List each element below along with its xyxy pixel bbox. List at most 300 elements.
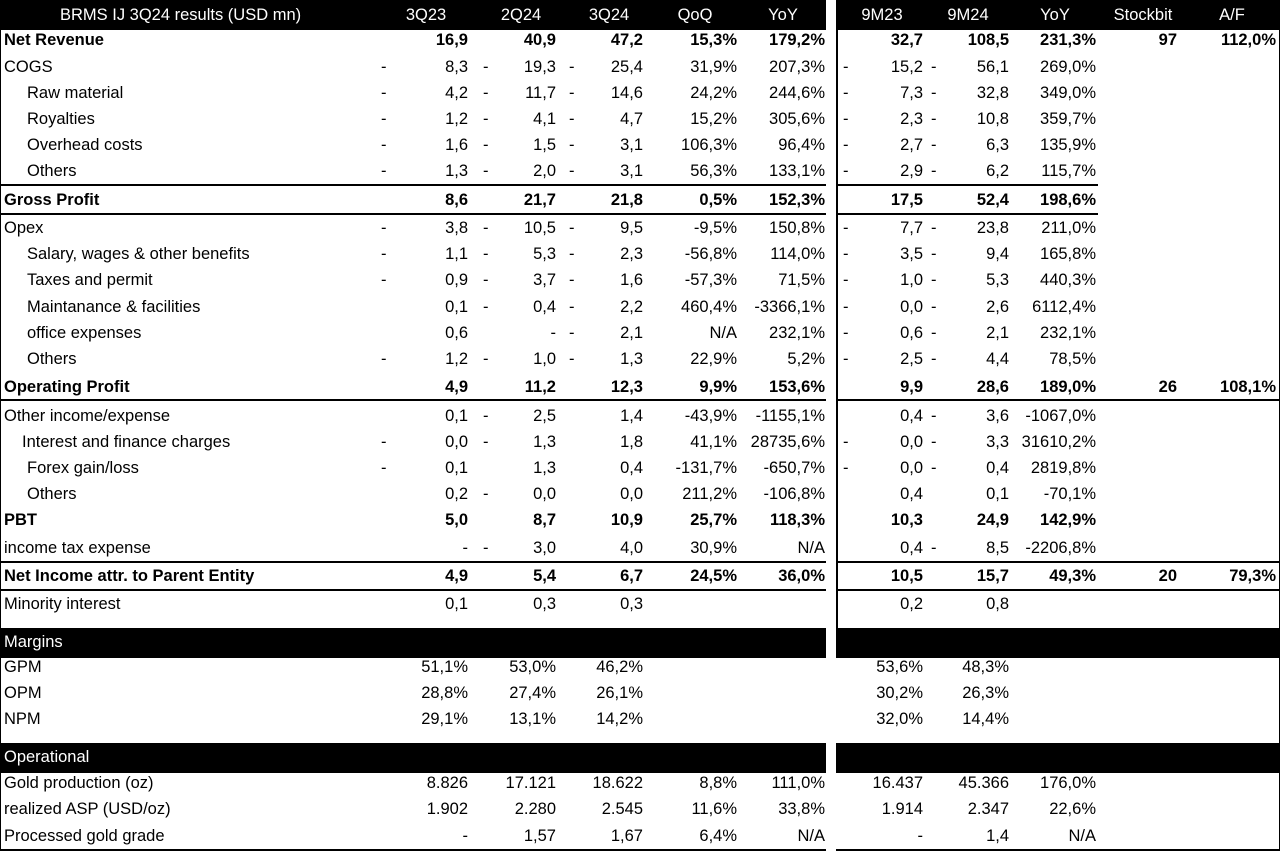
value-cell: -9,5% <box>693 219 737 237</box>
value-cell: 32,0% <box>876 710 923 728</box>
dash-marker: - <box>931 433 937 451</box>
dash-marker: - <box>843 459 849 477</box>
value-cell: 26 <box>1158 378 1177 396</box>
dash-marker: - <box>569 84 575 102</box>
margins-row <box>0 659 1280 679</box>
dash-marker: - <box>569 324 575 342</box>
dash-marker: - <box>931 271 937 289</box>
value-cell: 3,1 <box>620 162 643 180</box>
value-cell: 0,1 <box>445 595 468 613</box>
column-divider <box>826 0 836 851</box>
value-cell: 5,2% <box>787 350 825 368</box>
table-row <box>0 163 1280 183</box>
column-header: 9M24 <box>947 6 989 24</box>
value-cell: 6,3 <box>986 136 1009 154</box>
value-cell: -1155,1% <box>755 407 825 425</box>
value-cell: 8,8% <box>699 774 737 792</box>
table-row <box>0 59 1280 79</box>
value-cell: 41,1% <box>690 433 737 451</box>
value-cell: 359,7% <box>1040 110 1096 128</box>
value-cell: 31,9% <box>690 58 737 76</box>
dash-marker: - <box>483 298 489 316</box>
row-label: office expenses <box>27 324 142 342</box>
dash-marker: - <box>483 485 489 503</box>
value-cell: - <box>462 539 468 557</box>
value-cell: 0,4 <box>533 298 556 316</box>
rule-line <box>0 589 1280 591</box>
operational-row <box>0 828 1280 848</box>
dash-marker: - <box>381 84 387 102</box>
dash-marker: - <box>483 219 489 237</box>
dash-marker: - <box>483 58 489 76</box>
dash-marker: - <box>569 350 575 368</box>
value-cell: 9,4 <box>986 245 1009 263</box>
value-cell: 6112,4% <box>1032 298 1096 316</box>
value-cell: 20 <box>1158 567 1177 585</box>
value-cell: 189,0% <box>1040 378 1096 396</box>
value-cell: 9,9 <box>900 378 923 396</box>
dash-marker: - <box>381 350 387 368</box>
rule-line <box>0 213 1098 215</box>
value-cell: 2,1 <box>620 324 643 342</box>
column-header: YoY <box>768 6 798 24</box>
dash-marker: - <box>843 58 849 76</box>
dash-marker: - <box>931 324 937 342</box>
dash-marker: - <box>843 136 849 154</box>
value-cell: 2819,8% <box>1030 459 1096 477</box>
dash-marker: - <box>931 136 937 154</box>
value-cell: 25,7% <box>690 511 737 529</box>
value-cell: 33,8% <box>778 800 825 818</box>
dash-marker: - <box>843 324 849 342</box>
table-row <box>0 137 1280 157</box>
value-cell: 4,4 <box>986 350 1009 368</box>
value-cell: 4,7 <box>620 110 643 128</box>
value-cell: N/A <box>797 827 825 845</box>
value-cell: 198,6% <box>1040 191 1096 209</box>
value-cell: 5,0 <box>445 511 468 529</box>
value-cell: 0,4 <box>986 459 1009 477</box>
value-cell: 25,4 <box>610 58 643 76</box>
row-label: Others <box>27 162 77 180</box>
margins-title: Margins <box>4 633 63 651</box>
value-cell: 49,3% <box>1049 567 1096 585</box>
value-cell: 1,4 <box>620 407 643 425</box>
value-cell: 179,2% <box>769 31 825 49</box>
dash-marker: - <box>569 219 575 237</box>
value-cell: 0,1 <box>445 407 468 425</box>
value-cell: 133,1% <box>769 162 825 180</box>
value-cell: -57,3% <box>684 271 737 289</box>
value-cell: 10,3 <box>890 511 923 529</box>
value-cell: - <box>917 827 923 845</box>
row-label: Overhead costs <box>27 136 143 154</box>
value-cell: 1,3 <box>533 433 556 451</box>
value-cell: 1,0 <box>900 271 923 289</box>
value-cell: 8.826 <box>426 774 468 792</box>
value-cell: 29,1% <box>421 710 468 728</box>
operational-row <box>0 775 1280 795</box>
value-cell: 7,3 <box>900 84 923 102</box>
value-cell: 0,4 <box>900 485 923 503</box>
dash-marker: - <box>483 539 489 557</box>
value-cell: 18.622 <box>592 774 643 792</box>
table-row <box>0 246 1280 266</box>
value-cell: 24,5% <box>690 567 737 585</box>
value-cell: N/A <box>797 539 825 557</box>
value-cell: 32,8 <box>976 84 1009 102</box>
value-cell: 47,2 <box>610 31 643 49</box>
row-label: Operating Profit <box>4 378 130 396</box>
value-cell: -1067,0% <box>1025 407 1096 425</box>
value-cell: 3,8 <box>445 219 468 237</box>
value-cell: -2206,8% <box>1025 539 1096 557</box>
value-cell: 0,0 <box>900 433 923 451</box>
value-cell: 0,5% <box>699 191 737 209</box>
dash-marker: - <box>381 162 387 180</box>
dash-marker: - <box>931 110 937 128</box>
dash-marker: - <box>843 433 849 451</box>
value-cell: 22,6% <box>1049 800 1096 818</box>
dash-marker: - <box>569 162 575 180</box>
operational-row <box>0 801 1280 821</box>
row-label: Forex gain/loss <box>27 459 139 477</box>
value-cell: 2,9 <box>900 162 923 180</box>
value-cell: 176,0% <box>1040 774 1096 792</box>
value-cell: 8,5 <box>986 539 1009 557</box>
header-row <box>0 7 1280 27</box>
value-cell: 135,9% <box>1040 136 1096 154</box>
value-cell: 21,7 <box>523 191 556 209</box>
value-cell: 1,67 <box>610 827 643 845</box>
value-cell: 26,3% <box>962 684 1009 702</box>
value-cell: 97 <box>1158 31 1177 49</box>
column-divider <box>836 0 838 628</box>
table-row <box>0 111 1280 131</box>
table-row <box>0 486 1280 506</box>
value-cell: 16.437 <box>872 774 923 792</box>
value-cell: 118,3% <box>769 511 825 529</box>
value-cell: 5,3 <box>986 271 1009 289</box>
dash-marker: - <box>483 136 489 154</box>
table-title: BRMS IJ 3Q24 results (USD mn) <box>60 6 302 24</box>
margins-band-right <box>836 628 1280 658</box>
value-cell: 45.366 <box>958 774 1009 792</box>
value-cell: 2.347 <box>967 800 1009 818</box>
rule-line <box>0 399 1280 401</box>
value-cell: 1,8 <box>620 433 643 451</box>
column-header: A/F <box>1219 6 1245 24</box>
value-cell: 1,0 <box>533 350 556 368</box>
table-row <box>0 85 1280 105</box>
dash-marker: - <box>381 245 387 263</box>
value-cell: 15,3% <box>690 31 737 49</box>
column-header: 2Q24 <box>500 6 542 24</box>
value-cell: 2.280 <box>514 800 556 818</box>
value-cell: N/A <box>709 324 737 342</box>
value-cell: 14,6 <box>610 84 643 102</box>
dash-marker: - <box>381 433 387 451</box>
value-cell: 1,3 <box>620 350 643 368</box>
row-label: Gross Profit <box>4 191 100 209</box>
value-cell: 0,4 <box>620 459 643 477</box>
value-cell: 48,3% <box>962 658 1009 676</box>
value-cell: 0,4 <box>900 407 923 425</box>
table-row <box>0 568 1280 588</box>
dash-marker: - <box>483 84 489 102</box>
value-cell: 15,2 <box>890 58 923 76</box>
row-label: Raw material <box>27 84 124 102</box>
value-cell: 305,6% <box>769 110 825 128</box>
value-cell: 24,2% <box>690 84 737 102</box>
value-cell: 16,9 <box>435 31 468 49</box>
value-cell: 2,2 <box>620 298 643 316</box>
dash-marker: - <box>931 539 937 557</box>
dash-marker: - <box>569 298 575 316</box>
value-cell: 115,7% <box>1041 162 1096 180</box>
value-cell: 2,3 <box>620 245 643 263</box>
dash-marker: - <box>483 162 489 180</box>
value-cell: 232,1% <box>1040 324 1096 342</box>
value-cell: 36,0% <box>778 567 825 585</box>
column-header: QoQ <box>677 6 713 24</box>
value-cell: 14,2% <box>596 710 643 728</box>
dash-marker: - <box>931 58 937 76</box>
value-cell: 12,3 <box>610 378 643 396</box>
value-cell: 0,0 <box>620 485 643 503</box>
value-cell: 0,6 <box>445 324 468 342</box>
value-cell: 108,5 <box>967 31 1009 49</box>
row-label: income tax expense <box>4 539 151 557</box>
dash-marker: - <box>931 407 937 425</box>
value-cell: 4,1 <box>533 110 556 128</box>
value-cell: -3366,1% <box>754 298 825 316</box>
value-cell: 1,3 <box>533 459 556 477</box>
value-cell: 17.121 <box>505 774 556 792</box>
value-cell: 8,3 <box>445 58 468 76</box>
dash-marker: - <box>931 84 937 102</box>
value-cell: - <box>550 324 556 342</box>
dash-marker: - <box>931 219 937 237</box>
table-row <box>0 220 1280 240</box>
value-cell: 40,9 <box>523 31 556 49</box>
row-label: Salary, wages & other benefits <box>27 245 250 263</box>
value-cell: 165,8% <box>1040 245 1096 263</box>
dash-marker: - <box>931 162 937 180</box>
value-cell: 8,6 <box>445 191 468 209</box>
dash-marker: - <box>569 136 575 154</box>
value-cell: 11,7 <box>525 84 556 102</box>
value-cell: 4,0 <box>620 539 643 557</box>
table-row <box>0 596 1280 616</box>
value-cell: -43,9% <box>684 407 737 425</box>
dash-marker: - <box>931 459 937 477</box>
value-cell: 22,9% <box>690 350 737 368</box>
value-cell: 111,0% <box>771 774 825 792</box>
value-cell: 11,2 <box>524 378 556 396</box>
value-cell: 4,9 <box>445 567 468 585</box>
value-cell: 13,1% <box>509 710 556 728</box>
value-cell: 1,6 <box>445 136 468 154</box>
value-cell: -106,8% <box>763 485 825 503</box>
operational-title: Operational <box>4 748 90 766</box>
value-cell: 30,2% <box>876 684 923 702</box>
value-cell: 51,1% <box>421 658 468 676</box>
row-label: Minority interest <box>4 595 121 613</box>
value-cell: 27,4% <box>509 684 556 702</box>
value-cell: 56,1 <box>976 58 1009 76</box>
value-cell: 0,3 <box>533 595 556 613</box>
dash-marker: - <box>483 110 489 128</box>
value-cell: 4,2 <box>445 84 468 102</box>
value-cell: 26,1% <box>596 684 643 702</box>
row-label: Processed gold grade <box>4 827 165 845</box>
column-header: Stockbit <box>1113 6 1173 24</box>
dash-marker: - <box>931 245 937 263</box>
value-cell: 53,0% <box>509 658 556 676</box>
value-cell: 3,5 <box>900 245 923 263</box>
row-label: realized ASP (USD/oz) <box>4 800 171 818</box>
row-label: Interest and finance charges <box>22 433 231 451</box>
value-cell: 0,2 <box>445 485 468 503</box>
row-label: Taxes and permit <box>27 271 153 289</box>
value-cell: 1.914 <box>881 800 923 818</box>
value-cell: 6,4% <box>699 827 737 845</box>
value-cell: 0,2 <box>900 595 923 613</box>
value-cell: 211,2% <box>682 485 737 503</box>
value-cell: 23,8 <box>976 219 1009 237</box>
value-cell: -56,8% <box>684 245 737 263</box>
value-cell: 19,3 <box>523 58 556 76</box>
dash-marker: - <box>569 110 575 128</box>
left-border <box>0 0 1 851</box>
value-cell: 2,7 <box>900 136 923 154</box>
value-cell: 1,2 <box>445 350 468 368</box>
row-label: Other income/expense <box>4 407 171 425</box>
dash-marker: - <box>843 245 849 263</box>
value-cell: 24,9 <box>976 511 1009 529</box>
value-cell: 207,3% <box>769 58 825 76</box>
value-cell: 2.545 <box>601 800 643 818</box>
value-cell: 1,1 <box>445 245 468 263</box>
table-row <box>0 540 1280 560</box>
value-cell: 0,0 <box>900 298 923 316</box>
value-cell: 15,2% <box>690 110 737 128</box>
value-cell: 0,6 <box>900 324 923 342</box>
dash-marker: - <box>381 271 387 289</box>
operational-band-left <box>0 743 826 773</box>
margins-row <box>0 711 1280 731</box>
value-cell: 31610,2% <box>1021 433 1096 451</box>
dash-marker: - <box>483 245 489 263</box>
value-cell: 1.902 <box>426 800 468 818</box>
value-cell: 9,9% <box>699 378 737 396</box>
dash-marker: - <box>843 162 849 180</box>
row-label: Others <box>27 350 77 368</box>
table-row <box>0 325 1280 345</box>
value-cell: 153,6% <box>769 378 825 396</box>
rule-line <box>0 184 1098 186</box>
table-row <box>0 32 1280 52</box>
table-row <box>0 272 1280 292</box>
table-row <box>0 512 1280 532</box>
value-cell: 211,0% <box>1041 219 1096 237</box>
dash-marker: - <box>569 58 575 76</box>
table-row <box>0 460 1280 480</box>
dash-marker: - <box>931 298 937 316</box>
value-cell: 0,3 <box>620 595 643 613</box>
value-cell: 106,3% <box>681 136 737 154</box>
value-cell: 349,0% <box>1040 84 1096 102</box>
value-cell: 10,5 <box>890 567 923 585</box>
column-header: 3Q23 <box>405 6 447 24</box>
value-cell: 28,6 <box>976 378 1009 396</box>
dash-marker: - <box>381 136 387 154</box>
value-cell: 11,6% <box>691 800 737 818</box>
value-cell: 0,1 <box>445 459 468 477</box>
margins-row <box>0 685 1280 705</box>
value-cell: 52,4 <box>976 191 1009 209</box>
value-cell: 0,0 <box>900 459 923 477</box>
value-cell: 152,3% <box>769 191 825 209</box>
value-cell: 3,3 <box>986 433 1009 451</box>
table-row <box>0 434 1280 454</box>
value-cell: 3,1 <box>620 136 643 154</box>
value-cell: 32,7 <box>890 31 923 49</box>
value-cell: 3,6 <box>986 407 1009 425</box>
value-cell: 15,7 <box>976 567 1009 585</box>
row-label: NPM <box>4 710 41 728</box>
value-cell: 150,8% <box>769 219 825 237</box>
value-cell: 440,3% <box>1040 271 1096 289</box>
value-cell: 2,0 <box>533 162 556 180</box>
value-cell: 244,6% <box>769 84 825 102</box>
value-cell: 0,4 <box>900 539 923 557</box>
rule-line <box>0 561 1280 563</box>
dash-marker: - <box>381 58 387 76</box>
value-cell: 232,1% <box>769 324 825 342</box>
value-cell: 56,3% <box>690 162 737 180</box>
dash-marker: - <box>569 271 575 289</box>
table-row <box>0 379 1280 399</box>
value-cell: 30,9% <box>690 539 737 557</box>
value-cell: - <box>462 827 468 845</box>
dash-marker: - <box>381 459 387 477</box>
dash-marker: - <box>483 271 489 289</box>
value-cell: 3,0 <box>533 539 556 557</box>
value-cell: 79,3% <box>1229 567 1276 585</box>
value-cell: 2,1 <box>986 324 1009 342</box>
column-header: 3Q24 <box>588 6 630 24</box>
row-label: COGS <box>4 58 53 76</box>
value-cell: 112,0% <box>1220 31 1276 49</box>
value-cell: 231,3% <box>1040 31 1096 49</box>
value-cell: 28,8% <box>421 684 468 702</box>
value-cell: 108,1% <box>1220 378 1276 396</box>
operational-band-right <box>836 743 1280 773</box>
table-row <box>0 299 1280 319</box>
dash-marker: - <box>483 350 489 368</box>
dash-marker: - <box>843 350 849 368</box>
dash-marker: - <box>483 407 489 425</box>
value-cell: 6,2 <box>986 162 1009 180</box>
value-cell: 2,6 <box>986 298 1009 316</box>
row-label: Net Income attr. to Parent Entity <box>4 567 255 585</box>
value-cell: N/A <box>1068 827 1096 845</box>
row-label: Others <box>27 485 77 503</box>
dash-marker: - <box>843 84 849 102</box>
row-label: Royalties <box>27 110 95 128</box>
